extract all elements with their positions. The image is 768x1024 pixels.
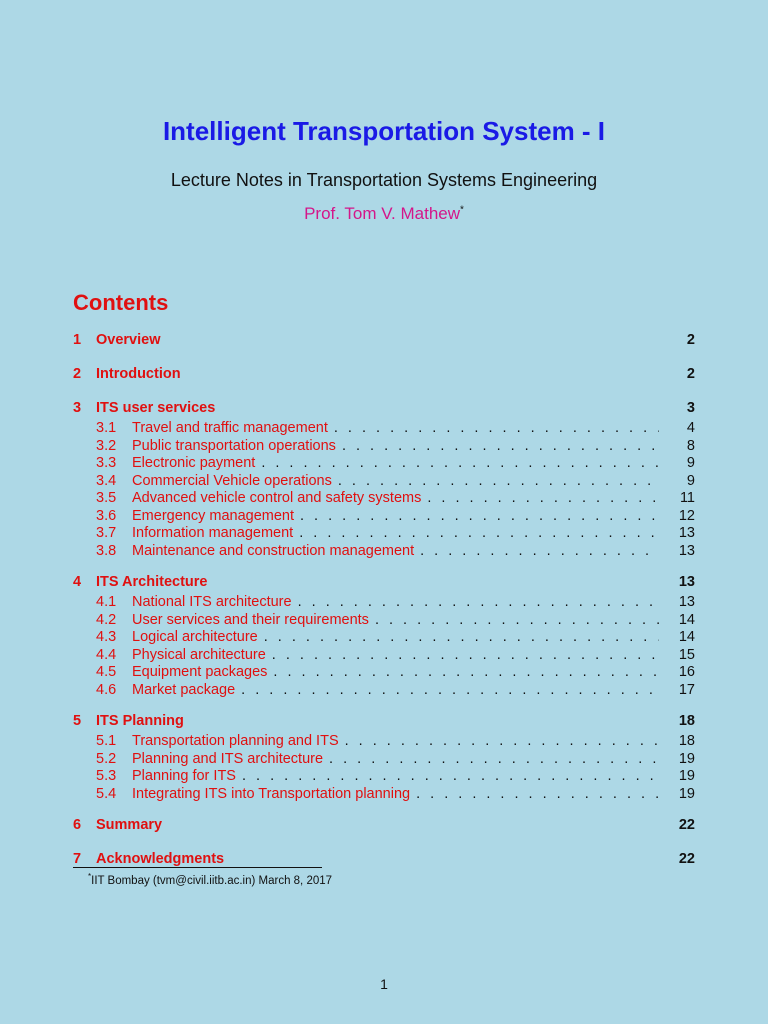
toc-section-number: 6	[73, 817, 82, 833]
toc-subsection-link[interactable]	[73, 438, 695, 456]
toc-subsection-page: 15	[678, 646, 695, 663]
toc-dot-leader	[266, 647, 659, 663]
toc-dot-leader	[332, 473, 659, 489]
toc-section-link[interactable]	[73, 366, 695, 386]
toc-subsection-page: 19	[678, 768, 695, 784]
toc-section-link[interactable]	[73, 851, 695, 871]
toc-subsection-title: Planning for ITS	[132, 768, 236, 784]
toc-subsection-link[interactable]	[73, 733, 695, 751]
toc-dot-leader	[339, 733, 659, 749]
toc-section-page: 22	[678, 817, 695, 833]
toc-section-link[interactable]	[73, 574, 695, 594]
toc-subsection-link[interactable]	[73, 543, 695, 561]
toc-dot-leader	[421, 490, 659, 506]
toc-subsection-number: 3.3	[96, 455, 117, 471]
toc-section	[73, 400, 695, 560]
toc-subsection-link[interactable]	[73, 594, 695, 612]
toc-subsection-link[interactable]	[73, 473, 695, 491]
toc-section-page: 18	[678, 713, 695, 729]
toc-dot-leader	[267, 664, 659, 680]
toc-subsection-page: 14	[678, 611, 695, 628]
toc-subsection-number: 3.4	[96, 472, 117, 489]
toc-section-link[interactable]	[73, 400, 695, 420]
toc-dot-leader	[258, 629, 659, 645]
footnote	[88, 872, 332, 887]
toc-section-title: Summary	[96, 817, 163, 833]
toc-subsection-page: 9	[686, 472, 695, 489]
toc-section-number: 5	[73, 713, 82, 729]
toc-section	[73, 851, 695, 871]
toc-subsection-link[interactable]	[73, 612, 695, 630]
toc-section-number: 1	[73, 332, 82, 348]
footnote-mark: *	[88, 872, 92, 881]
toc-section-page: 2	[686, 332, 695, 348]
toc-subsection-page: 8	[686, 437, 695, 454]
toc-section	[73, 574, 695, 699]
toc-subsection-title: Commercial Vehicle operations	[132, 472, 332, 489]
toc-subsection-page: 18	[678, 733, 695, 749]
document-title: Intelligent Transportation System - I	[162, 116, 606, 146]
toc-subsection-number: 4.2	[96, 611, 117, 628]
page-number: 1	[380, 976, 388, 992]
toc-section-title: ITS user services	[96, 400, 216, 416]
toc-subsection-link[interactable]	[73, 751, 695, 769]
toc-section-number: 3	[73, 400, 82, 416]
toc-dot-leader	[414, 543, 659, 559]
toc-dot-leader	[294, 508, 659, 524]
toc-subsection-link[interactable]	[73, 490, 695, 508]
table-of-contents	[73, 332, 695, 885]
toc-subsection-link[interactable]	[73, 508, 695, 526]
toc-dot-leader	[255, 455, 659, 471]
toc-subsection-link[interactable]	[73, 629, 695, 647]
toc-section-page: 22	[678, 851, 695, 867]
contents-heading: Contents	[73, 290, 169, 315]
toc-section-page: 3	[686, 400, 695, 416]
toc-subsection-number: 5.2	[96, 750, 117, 767]
toc-subsection-number: 4.3	[96, 629, 117, 645]
toc-subsection-title: Emergency management	[132, 507, 294, 524]
toc-subsection-number: 4.6	[96, 681, 117, 698]
toc-subsection-number: 3.5	[96, 490, 117, 506]
author-name: Prof. Tom V. Mathew	[304, 204, 460, 223]
toc-subsection-page: 14	[678, 629, 695, 645]
toc-subsection-number: 5.4	[96, 785, 117, 802]
toc-dot-leader	[293, 525, 659, 541]
toc-subsection-title: National ITS architecture	[132, 594, 292, 610]
toc-subsection-page: 16	[678, 664, 695, 680]
toc-dot-leader	[323, 751, 659, 767]
toc-subsection-title: Electronic payment	[132, 455, 256, 471]
toc-subsection-title: User services and their requirements	[132, 611, 369, 628]
toc-section	[73, 366, 695, 386]
toc-subsection-link[interactable]	[73, 786, 695, 804]
toc-subsection-page: 13	[678, 525, 695, 541]
toc-subsection-title: Maintenance and construction management	[132, 542, 415, 559]
toc-subsection-link[interactable]	[73, 768, 695, 786]
toc-section-number: 2	[73, 366, 82, 382]
toc-subsection-page: 13	[678, 542, 695, 559]
toc-subsection-page: 12	[678, 507, 695, 524]
toc-dot-leader	[235, 682, 659, 698]
toc-subsection-page: 13	[678, 594, 695, 610]
toc-subsection-link[interactable]	[73, 664, 695, 682]
toc-section	[73, 817, 695, 837]
toc-dot-leader	[410, 786, 659, 802]
toc-section-link[interactable]	[73, 817, 695, 837]
toc-section-title: ITS Architecture	[96, 574, 208, 590]
toc-subsection-title: Market package	[132, 681, 236, 698]
toc-subsection-number: 3.6	[96, 507, 117, 524]
toc-dot-leader	[369, 612, 659, 628]
toc-subsection-link[interactable]	[73, 525, 695, 543]
toc-subsection-page: 4	[686, 420, 695, 436]
toc-subsection-title: Logical architecture	[132, 629, 258, 645]
toc-subsection-page: 11	[679, 490, 695, 506]
toc-subsection-title: Travel and traffic management	[132, 420, 328, 436]
toc-dot-leader	[292, 594, 659, 610]
toc-subsection-page: 9	[686, 455, 695, 471]
toc-subsection-number: 3.1	[96, 420, 117, 436]
toc-subsection-title: Transportation planning and ITS	[132, 733, 339, 749]
document-subtitle: Lecture Notes in Transportation Systems Engineering	[170, 170, 598, 190]
toc-section	[73, 713, 695, 803]
toc-section-title: Overview	[96, 332, 161, 348]
toc-subsection-number: 4.4	[96, 646, 117, 663]
toc-subsection-page: 19	[678, 785, 695, 802]
toc-dot-leader	[336, 438, 659, 454]
toc-subsection-link[interactable]	[73, 647, 695, 665]
toc-subsection-number: 5.3	[96, 768, 117, 784]
author-footnote-mark: *	[460, 204, 464, 216]
toc-subsection-page: 17	[678, 681, 695, 698]
toc-subsection-number: 5.1	[96, 733, 117, 749]
toc-subsection-title: Public transportation operations	[132, 437, 336, 454]
toc-subsection-title: Planning and ITS architecture	[132, 750, 324, 767]
toc-subsection-page: 19	[678, 750, 695, 767]
toc-subsection-number: 3.8	[96, 542, 117, 559]
toc-subsection-number: 4.1	[96, 594, 117, 610]
toc-subsection-number: 3.7	[96, 525, 117, 541]
footnote-rule	[73, 867, 322, 868]
toc-section-number: 4	[73, 574, 82, 590]
toc-section-title: Introduction	[96, 366, 181, 382]
toc-section-link[interactable]	[73, 332, 695, 352]
toc-section	[73, 332, 695, 352]
toc-subsection-title: Advanced vehicle control and safety systems	[132, 490, 422, 506]
toc-subsection-link[interactable]	[73, 455, 695, 473]
toc-subsection-number: 3.2	[96, 437, 117, 454]
footnote-text: IIT Bombay (tvm@civil.iitb.ac.in) March 8, 2017	[91, 874, 333, 887]
toc-subsection-link[interactable]	[73, 420, 695, 438]
author-line	[0, 204, 768, 224]
toc-dot-leader	[328, 420, 659, 436]
toc-section-link[interactable]	[73, 713, 695, 733]
toc-subsection-title: Equipment packages	[132, 664, 268, 680]
toc-section-title: Acknowledgments	[96, 851, 225, 867]
toc-section-page: 2	[686, 366, 695, 382]
toc-subsection-title: Information management	[132, 525, 294, 541]
toc-subsection-title: Physical architecture	[132, 646, 266, 663]
toc-section-page: 13	[678, 574, 695, 590]
toc-section-number: 7	[73, 851, 82, 867]
toc-section-title: ITS Planning	[96, 713, 184, 729]
toc-subsection-number: 4.5	[96, 664, 117, 680]
toc-subsection-title: Integrating ITS into Transportation planning	[132, 785, 411, 802]
toc-dot-leader	[236, 768, 659, 784]
toc-subsection-link[interactable]	[73, 682, 695, 700]
